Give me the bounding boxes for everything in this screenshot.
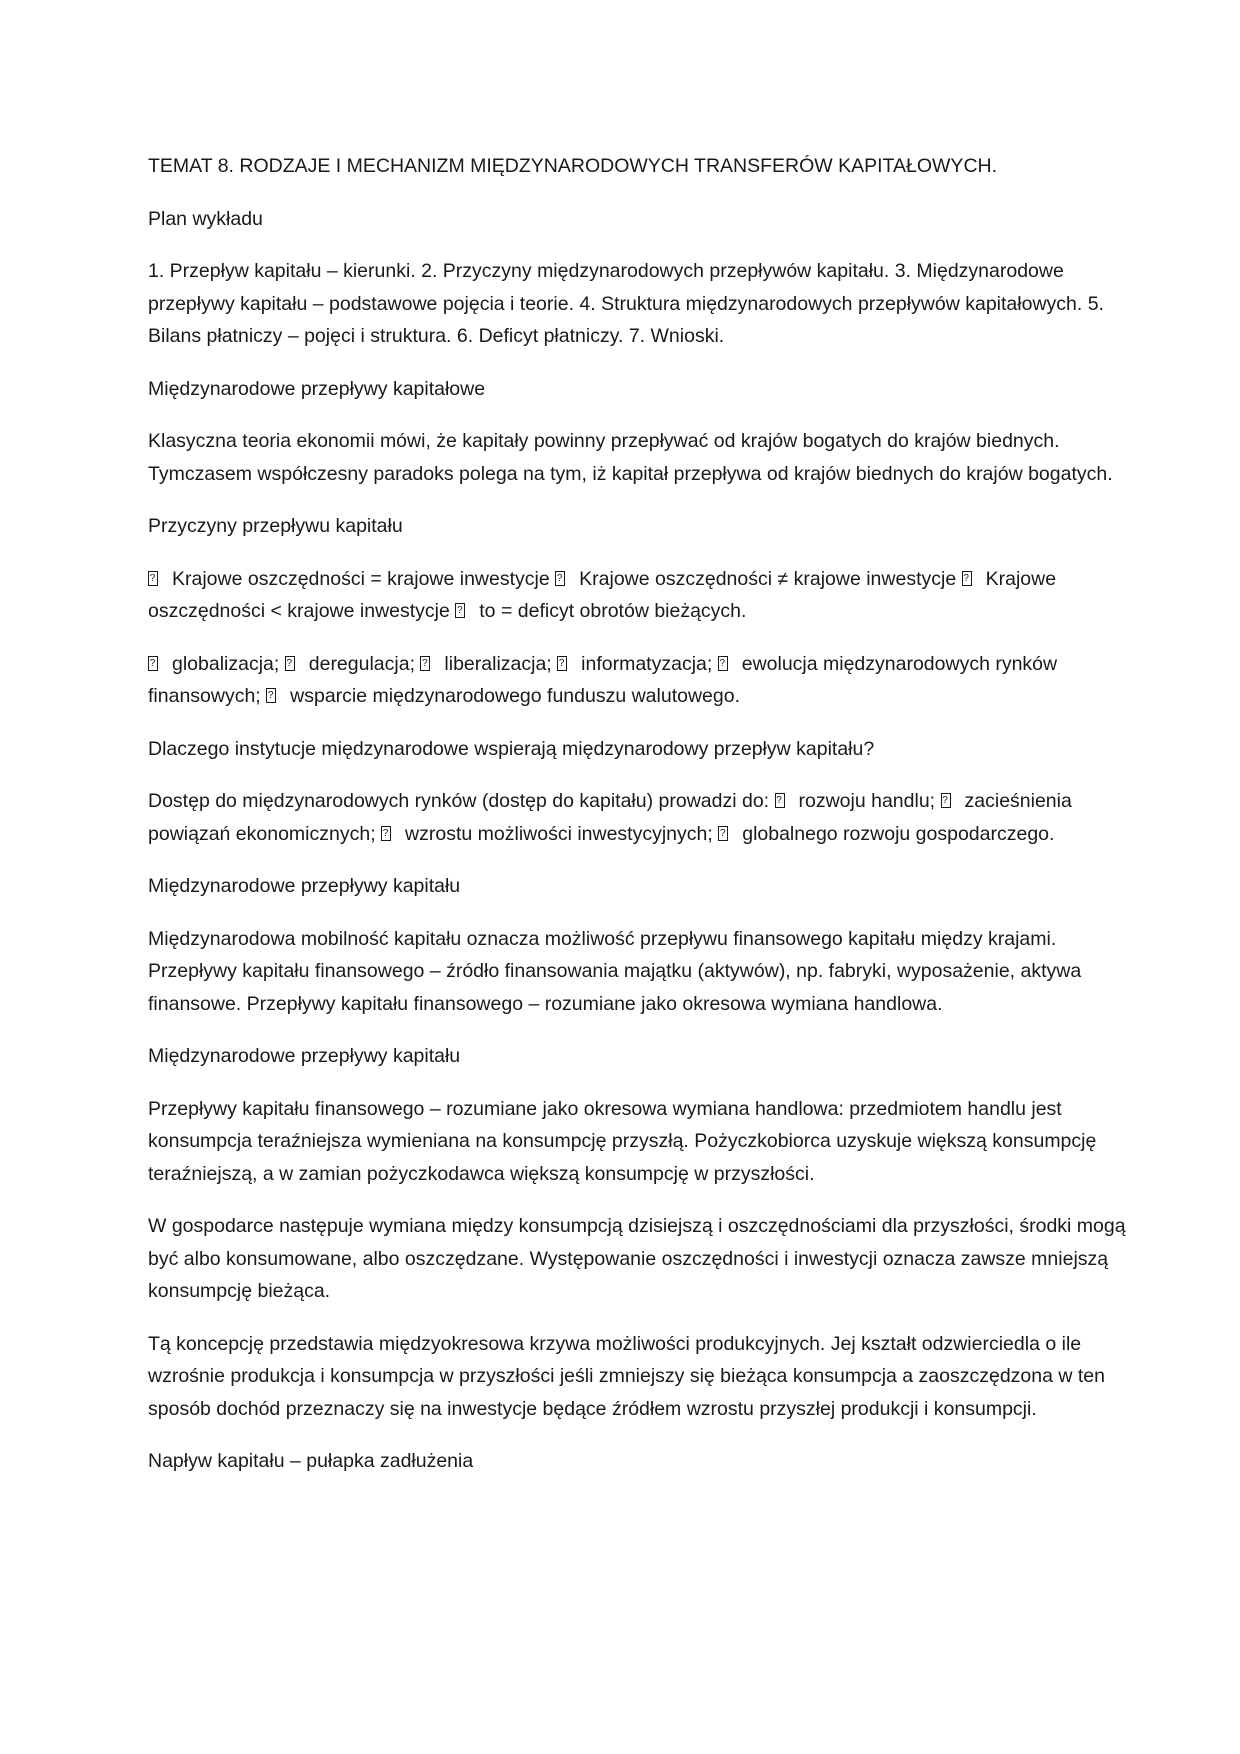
list-item: Krajowe oszczędności = krajowe inwestycje xyxy=(172,567,550,590)
list-item: Krajowe oszczędności < krajowe inwestycje xyxy=(148,567,1057,622)
section-heading-capital-flows: Międzynarodowe przepływy kapitałowe xyxy=(148,377,486,400)
list-item: globalizacja; xyxy=(172,652,280,675)
missing-glyph-icon xyxy=(718,826,728,841)
paragraph-mobility: Międzynarodowa mobilność kapitału oznacza możliwość przepływu finansowego kapitału między krajami. Przepływy kapitału finansowego – źródło finansowania majątku (aktywów), np. fabryki, wyposażenie, aktywa finansowe. Przepływy kapitału finansowego – rozumiane jako okresowa wymiana handlowa. xyxy=(148,927,1082,1015)
list-item: informatyzacja; xyxy=(581,652,713,675)
list-item: deregulacja; xyxy=(308,652,415,675)
missing-glyph-icon xyxy=(941,793,951,808)
list-item: wsparcie międzynarodowego funduszu walutowego. xyxy=(290,685,740,707)
plan-text: 1. Przepływ kapitału – kierunki. 2. Przyczyny międzynarodowych przepływów kapitału. 3. Międzynarodowe przepływy kapitału – podstawowe pojęcia i teorie. 4. Struktura międzynarodowych przepływów kapitałowych. 5. Bilans płatniczy – pojęci i struktura. 6. Deficyt płatniczy. 7. Wnioski. xyxy=(148,260,1104,347)
missing-glyph-icon xyxy=(557,656,567,671)
document-body xyxy=(148,150,1128,1498)
missing-glyph-icon xyxy=(381,826,391,841)
missing-glyph-icon xyxy=(555,571,565,586)
access-paragraph xyxy=(148,785,1128,850)
plan-heading: Plan wykładu xyxy=(148,207,263,230)
savings-investment-list xyxy=(148,563,1128,628)
missing-glyph-icon xyxy=(148,571,158,586)
missing-glyph-icon xyxy=(775,793,785,808)
list-item: to = deficyt obrotów bieżących. xyxy=(479,600,747,622)
section-heading-causes: Przyczyny przepływu kapitału xyxy=(148,515,403,537)
paragraph-trade: Przepływy kapitału finansowego – rozumiane jako okresowa wymiana handlowa: przedmiotem handlu jest konsumpcja teraźniejsza wymieniana na konsumpcję przyszłą. Pożyczkobiorca uzyskuje większą konsumpcję teraźniejszą, a w zamian pożyczkodawca większą konsumpcję w przyszłości. xyxy=(148,1097,1097,1185)
list-item: globalnego rozwoju gospodarczego. xyxy=(742,822,1055,845)
section-heading-debt-trap: Napływ kapitału – pułapka zadłużenia xyxy=(148,1450,474,1472)
list-item: rozwoju handlu; xyxy=(798,790,936,812)
missing-glyph-icon xyxy=(455,603,465,618)
list-item: wzrostu możliwości inwestycyjnych; xyxy=(405,822,713,845)
list-item: liberalizacja; xyxy=(444,652,552,675)
missing-glyph-icon xyxy=(266,688,276,703)
missing-glyph-icon xyxy=(962,571,972,586)
missing-glyph-icon xyxy=(285,656,295,671)
document-title: TEMAT 8. RODZAJE I MECHANIZM MIĘDZYNARODOWYCH TRANSFERÓW KAPITAŁOWYCH. xyxy=(148,155,998,177)
paragraph-curve: Tą koncepcję przedstawia międzyokresowa krzywa możliwości produkcyjnych. Jej kształt odzwierciedla o ile wzrośnie produkcja i konsumpcja w przyszłości jeśli zmniejszy się bieżąca konsumpcja a zaoszczędzona w ten sposób dochód przeznaczy się na inwestycje będące źródłem wzrostu przyszłej produkcji i konsumpcji. xyxy=(148,1332,1105,1420)
paragraph-classical-theory: Klasyczna teoria ekonomii mówi, że kapitały powinny przepływać od krajów bogatych do krajów biednych. Tymczasem współczesny paradoks polega na tym, iż kapitał przepływa od krajów biednych do krajów bogatych. xyxy=(148,430,1113,485)
missing-glyph-icon xyxy=(148,656,158,671)
paragraph-economy: W gospodarce następuje wymiana między konsumpcją dzisiejszą i oszczędnościami dla przyszłości, środki mogą być albo konsumowane, albo oszczędzane. Występowanie oszczędności i inwestycji oznacza zawsze mniejszą konsumpcję bieżąca. xyxy=(148,1215,1126,1302)
access-intro: Dostęp do międzynarodowych rynków (dostęp do kapitału) prowadzi do: xyxy=(148,790,770,812)
missing-glyph-icon xyxy=(718,656,728,671)
section-heading-flows-2: Międzynarodowe przepływy kapitału xyxy=(148,1045,461,1067)
question-paragraph: Dlaczego instytucje międzynarodowe wspierają międzynarodowy przepływ kapitału? xyxy=(148,737,875,760)
drivers-list xyxy=(148,648,1128,713)
list-item: Krajowe oszczędności ≠ krajowe inwestycje xyxy=(579,567,957,590)
list-item: zacieśnienia powiązań ekonomicznych; xyxy=(148,790,1072,845)
missing-glyph-icon xyxy=(420,656,430,671)
list-item: ewolucja międzynarodowych rynków finansowych; xyxy=(148,652,1058,707)
section-heading-flows: Międzynarodowe przepływy kapitału xyxy=(148,875,461,897)
